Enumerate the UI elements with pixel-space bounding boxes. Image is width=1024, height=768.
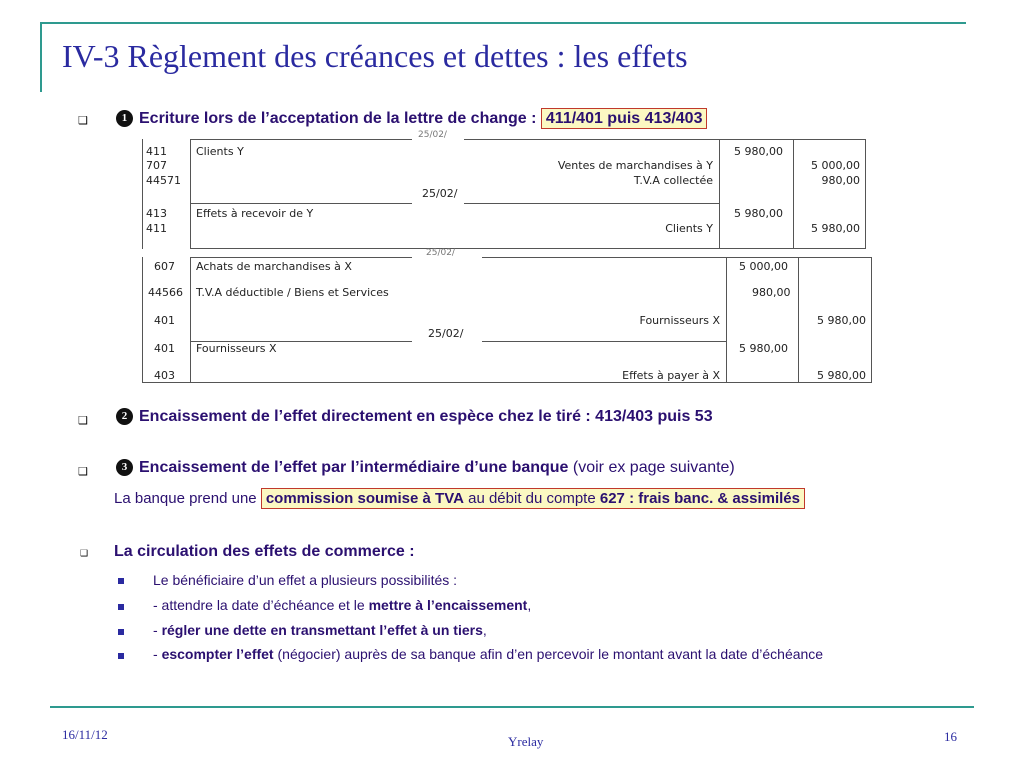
section3-line2-bold: commission soumise à TVA	[265, 490, 464, 507]
ledger2-debit: 980,00	[752, 286, 791, 299]
section3-text: Encaissement de l’effet par l’intermédiaire d’une banque	[139, 459, 569, 476]
ledger2-credit: 5 980,00	[817, 314, 866, 327]
ledger2-debit: 5 980,00	[739, 342, 788, 355]
item2-bold: mettre à l’encaissement	[368, 597, 528, 613]
footer-author: Yrelay	[508, 734, 544, 749]
item4-bold: escompter l’effet	[161, 646, 274, 662]
ledger1-label: Effets à recevoir de Y	[196, 207, 314, 220]
number-2-icon: 2	[116, 408, 133, 425]
section3-line2-mid: au débit du compte	[463, 490, 600, 507]
ledger1-credit: 980,00	[821, 174, 860, 187]
ledger1-account: 413	[146, 207, 167, 220]
item2-post: ,	[527, 597, 532, 613]
ledger1-account: 707	[146, 159, 167, 172]
ledger2-account: 607	[154, 260, 175, 273]
ledger1-label: Clients Y	[665, 222, 713, 235]
ledger-table-1	[142, 130, 866, 249]
frame-top-rule	[40, 22, 966, 24]
circulation-item-4	[153, 646, 823, 662]
section2-heading	[116, 408, 713, 426]
ledger2-label: T.V.A déductible / Biens et Services	[196, 286, 389, 299]
square-bullet-icon	[118, 604, 124, 610]
ledger1-account: 44571	[146, 174, 181, 187]
ledger2-date-mid: 25/02/	[428, 327, 464, 340]
footer-rule	[50, 706, 974, 708]
section1-heading	[116, 110, 707, 128]
ledger1-label: Ventes de marchandises à Y	[557, 159, 713, 172]
ledger1-account: 411	[146, 145, 167, 158]
ledger1-date-top: 25/02/	[418, 130, 447, 140]
section3-line2-highlight	[261, 488, 805, 509]
ledger2-debit: 5 000,00	[739, 260, 788, 273]
item4-post: (négocier) auprès de sa banque afin d’en percevoir le montant avant la date d’échéance	[273, 646, 824, 662]
section3-line2-bold2: 627 : frais banc. & assimilés	[599, 490, 800, 507]
ledger2-account: 401	[154, 314, 175, 327]
bullet-square-icon: ❑	[78, 115, 88, 127]
section3-heading	[116, 459, 735, 477]
bullet-square-icon: ❑	[78, 415, 88, 427]
circulation-title: La circulation des effets de commerce :	[114, 543, 415, 560]
bullet-square-icon: ❑	[80, 548, 89, 558]
ledger2-label: Fournisseurs X	[639, 314, 720, 327]
ledger1-label: Clients Y	[196, 145, 244, 158]
item3-pre: -	[153, 622, 162, 638]
footer-date: 16/11/12	[62, 727, 108, 742]
ledger-table-2	[142, 248, 872, 383]
section1-text: Ecriture lors de l’acceptation de la lettre de change :	[139, 110, 541, 127]
section3-bank-note	[114, 490, 805, 507]
circulation-item-2	[153, 597, 531, 613]
ledger2-date-top: 25/02/	[426, 248, 455, 258]
section1-highlight: 411/401 puis 413/403	[541, 108, 708, 129]
ledger1-credit: 5 000,00	[811, 159, 860, 172]
page-number: 16	[944, 729, 957, 744]
frame-left-rule	[40, 22, 42, 92]
square-bullet-icon	[118, 653, 124, 659]
number-3-icon: 3	[116, 459, 133, 476]
ledger1-credit: 5 980,00	[811, 222, 860, 235]
section3-suffix: (voir ex page suivante)	[568, 459, 735, 476]
ledger2-account: 44566	[148, 286, 183, 299]
item3-post: ,	[482, 622, 487, 638]
section3-line2-prefix: La banque prend une	[114, 490, 261, 507]
ledger1-account: 411	[146, 222, 167, 235]
circulation-item-3	[153, 622, 487, 638]
item3-bold: régler une dette en transmettant l’effet à un tiers	[161, 622, 483, 638]
slide-title: IV-3 Règlement des créances et dettes : les effets	[62, 38, 688, 74]
circulation-item-1: Le bénéficiaire d’un effet a plusieurs possibilités :	[153, 572, 458, 588]
ledger2-credit: 5 980,00	[817, 369, 866, 382]
number-1-icon: 1	[116, 110, 133, 127]
ledger1-debit: 5 980,00	[734, 145, 783, 158]
ledger2-label: Effets à payer à X	[622, 369, 720, 382]
square-bullet-icon	[118, 578, 124, 584]
ledger1-debit: 5 980,00	[734, 207, 783, 220]
item2-pre: - attendre la date d’échéance et le	[153, 597, 369, 613]
square-bullet-icon	[118, 629, 124, 635]
item4-pre: -	[153, 646, 162, 662]
ledger2-account: 403	[154, 369, 175, 382]
ledger1-label: T.V.A collectée	[633, 174, 713, 187]
section2-text: Encaissement de l’effet directement en espèce chez le tiré : 413/403 puis 53	[139, 408, 713, 425]
bullet-square-icon: ❑	[78, 466, 88, 478]
ledger2-account: 401	[154, 342, 175, 355]
ledger1-date-mid: 25/02/	[422, 187, 458, 200]
ledger2-label: Fournisseurs X	[196, 342, 277, 355]
ledger2-label: Achats de marchandises à X	[196, 260, 352, 273]
